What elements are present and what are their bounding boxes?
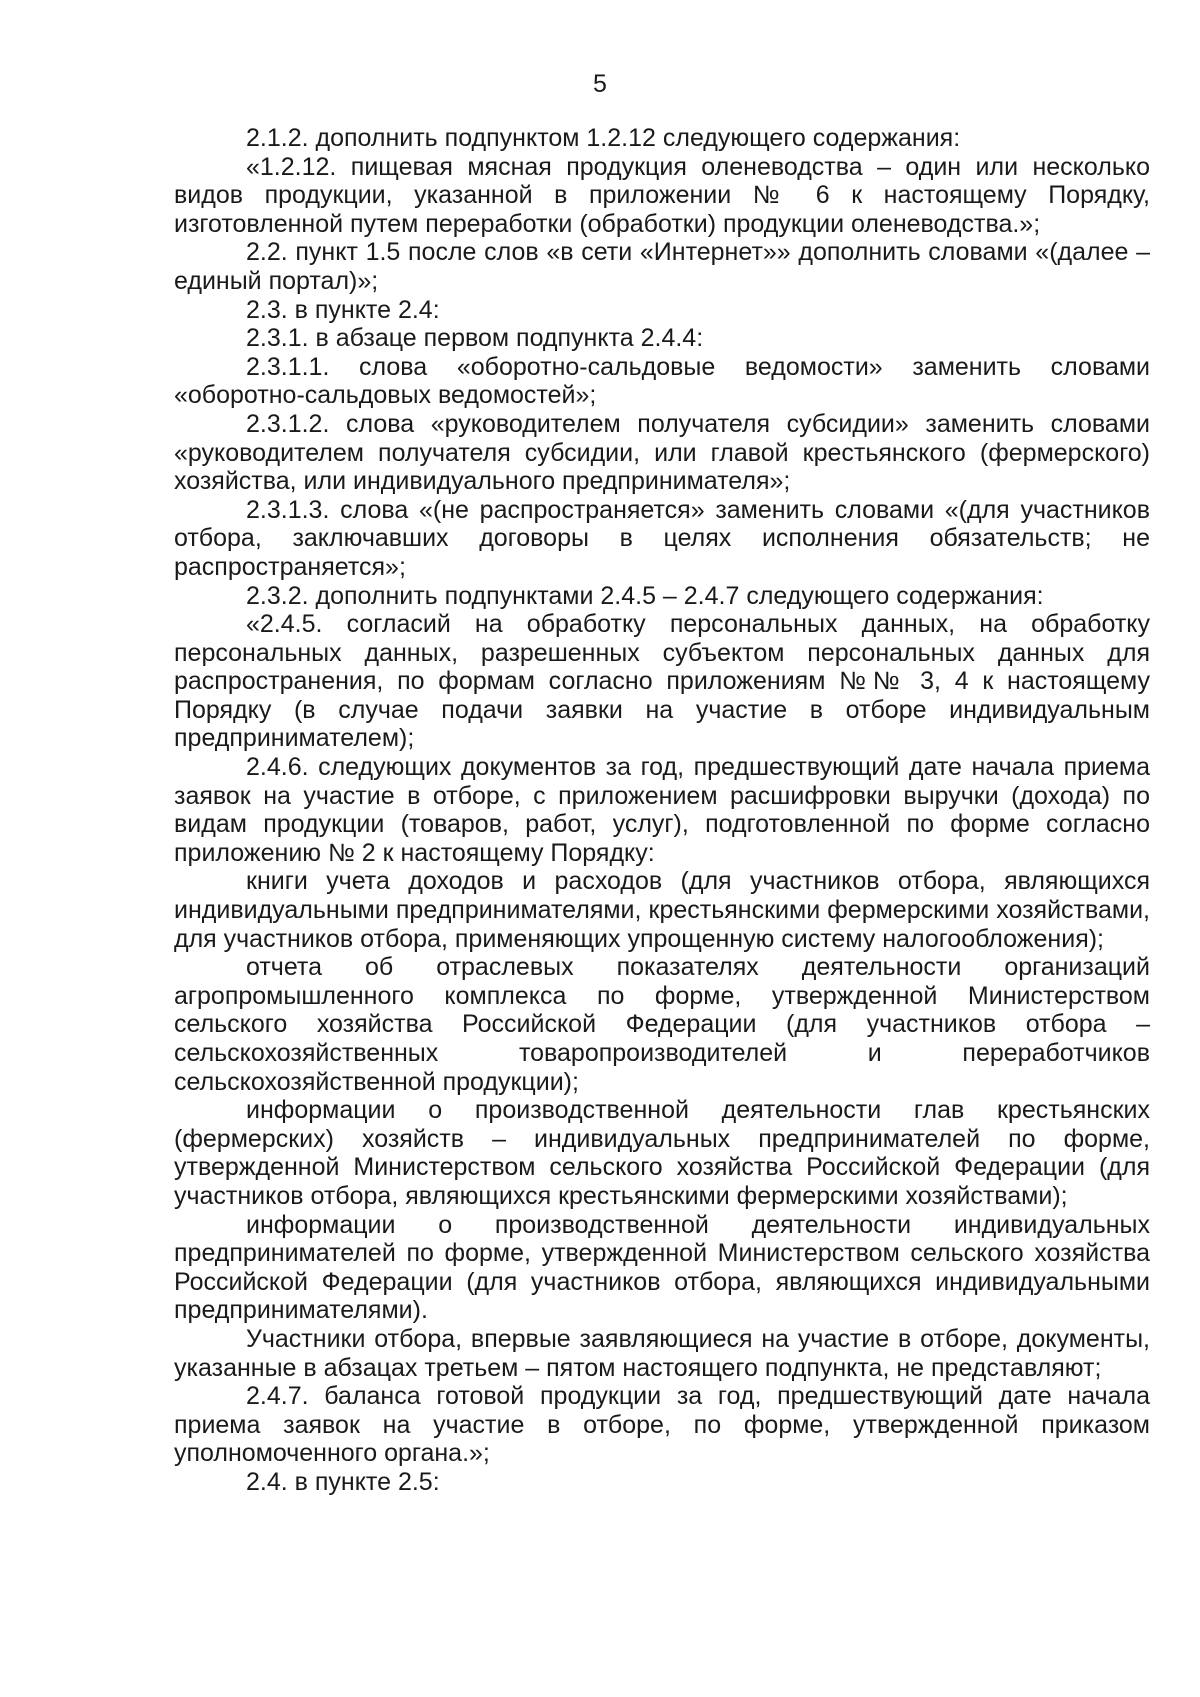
paragraph-2-4-7: 2.4.7. баланса готовой продукции за год, предшествующий дате начала приема заявок на участие в отборе, по форме, утвержденной приказом уполномоченного органа.»; [174,1382,1150,1468]
paragraph-2-4-6: 2.4.6. следующих документов за год, предшествующий дате начала приема заявок на участие в отборе, с приложением расшифровки выручки (дохода) по видам продукции (товаров, работ, услуг), подготовленной по форме согласно приложению № 2 к настоящему Порядку: [174,753,1150,867]
paragraph-industry-report: отчета об отраслевых показателях деятельности организаций агропромышленного комплекса по форме, утвержденной Министерством сельского хозяйства Российской Федерации (для участников отбора – сельскохозяйственных товаропроизводителей и переработчиков сельскохозяйственной продукции); [174,953,1150,1096]
paragraph-2-3: 2.3. в пункте 2.4: [246,295,440,324]
paragraph-2-2: 2.2. пункт 1.5 после слов «в сети «Интернет»» дополнить словами «(далее – единый портал)»; [174,238,1150,295]
paragraph-2-3-2: 2.3.2. дополнить подпунктами 2.4.5 – 2.4.7 следующего содержания: [246,581,1044,610]
paragraph-2-3-1-1: 2.3.1.1. слова «оборотно-сальдовые ведомости» заменить словами «оборотно-сальдовых ведомостей»; [174,352,1150,410]
paragraph-first-time-participants: Участники отбора, впервые заявляющиеся на участие в отборе, документы, указанные в абзацах третьем – пятом настоящего подпункта, не представляют; [174,1324,1150,1382]
paragraph-income-books: книги учета доходов и расходов (для участников отбора, являющихся индивидуальными предпринимателями, крестьянскими фермерскими хозяйствами, для участников отбора, применяющих упрощенную систему налогообложения); [174,867,1150,953]
paragraph-entrepreneur-info: информации о производственной деятельности индивидуальных предпринимателей по форме, утвержденной Министерством сельского хозяйства Российской Федерации (для участников отбора, являющихся индивидуальными предпринимателями). [174,1210,1150,1325]
paragraph-2-3-1-3: 2.3.1.3. слова «(не распространяется» заменить словами «(для участников отбора, заключавших договоры в целях исполнения обязательств; не распространяется»; [174,495,1150,581]
page-number: 5 [593,70,607,98]
paragraph-2-3-1: 2.3.1. в абзаце первом подпункта 2.4.4: [246,324,704,353]
paragraph-1-2-12: «1.2.12. пищевая мясная продукция оленеводства – один или несколько видов продукции, указанной в приложении № 6 к настоящему Порядку, изготовленной путем переработки (обработки) продукции оленеводства.»; [174,152,1150,238]
document-body [174,124,1150,1497]
paragraph-2-4: 2.4. в пункте 2.5: [246,1467,440,1496]
paragraph-farm-info: информации о производственной деятельности глав крестьянских (фермерских) хозяйств – индивидуальных предпринимателей по форме, утвержденной Министерством сельского хозяйства Российской Федерации (для участников отбора, являющихся крестьянскими фермерскими хозяйствами); [174,1096,1150,1210]
paragraph-2-4-5: «2.4.5. согласий на обработку персональных данных, на обработку персональных данных, разрешенных субъектом персональных данных для распространения, по формам согласно приложениям №№ 3, 4 к настоящему Порядку (в случае подачи заявки на участие в отборе индивидуальным предпринимателем); [174,610,1150,753]
paragraph-2-3-1-2: 2.3.1.2. слова «руководителем получателя субсидии» заменить словами «руководителем получателя субсидии, или главой крестьянского (фермерского) хозяйства, или индивидуального предпринимателя»; [174,409,1150,496]
paragraph-2-1-2: 2.1.2. дополнить подпунктом 1.2.12 следующего содержания: [246,124,961,152]
